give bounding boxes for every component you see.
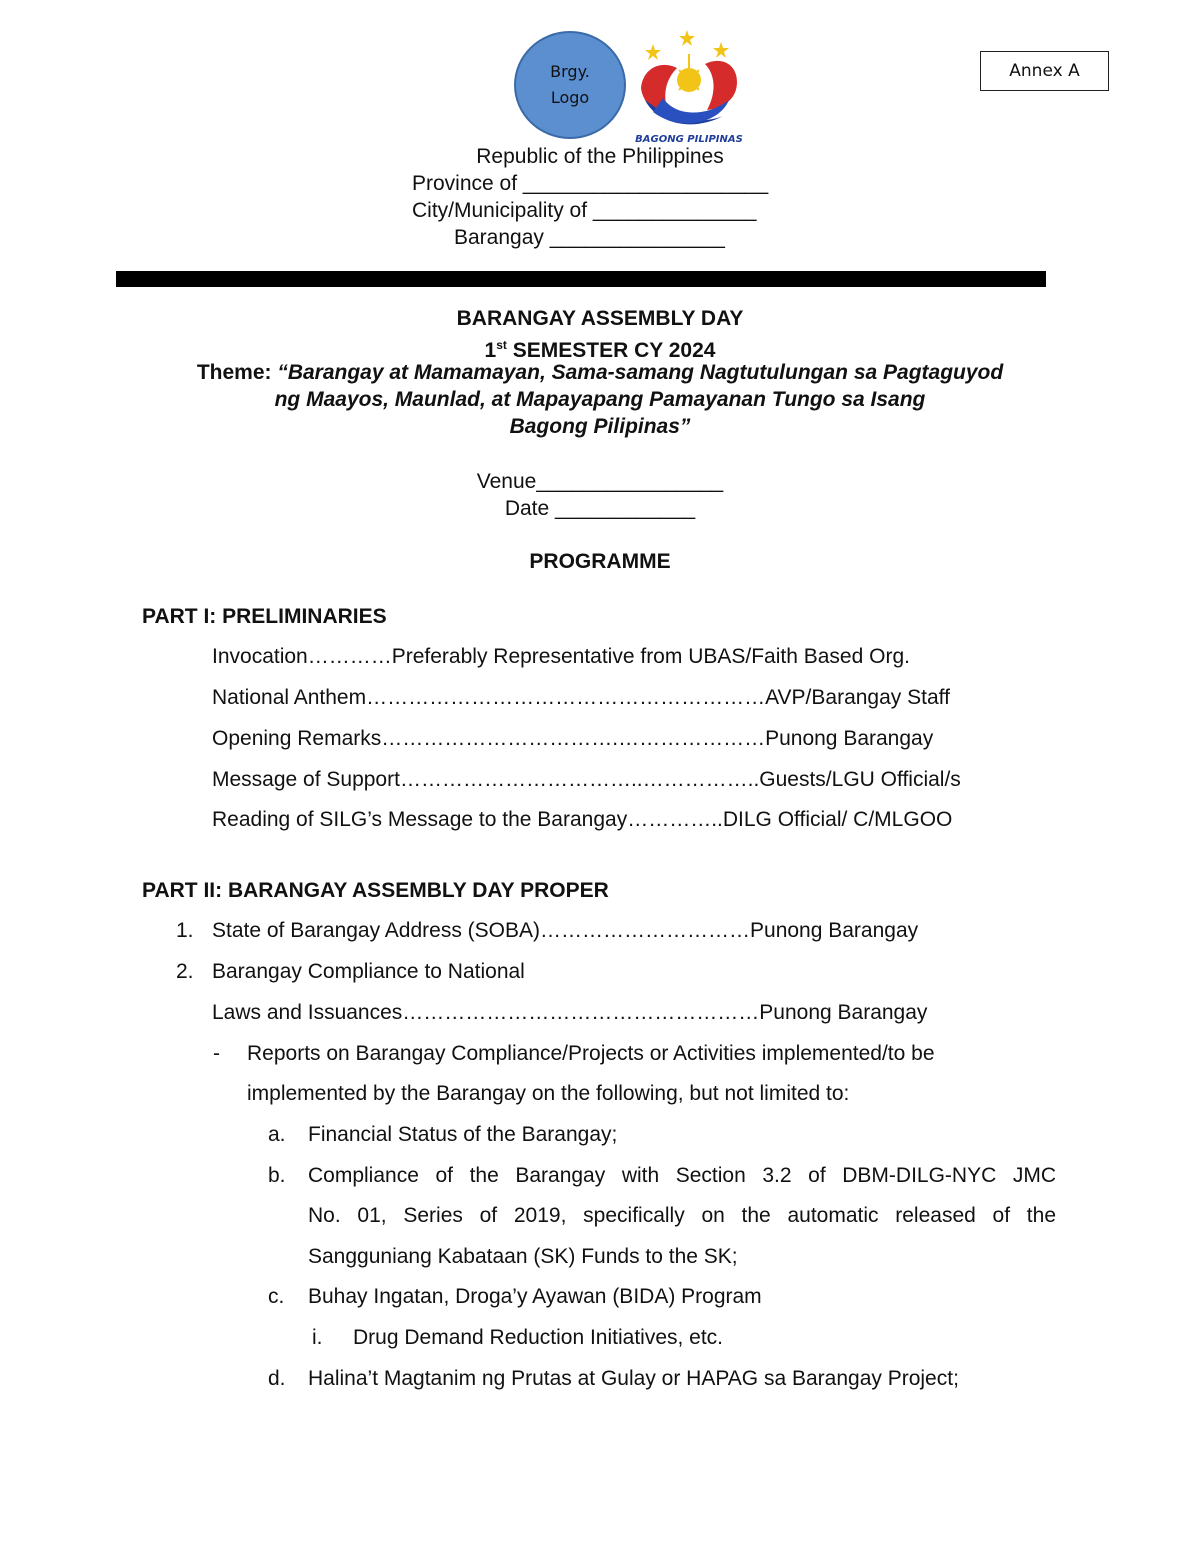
item2-line1: Barangay Compliance to National bbox=[212, 960, 525, 983]
part2-heading: PART II: BARANGAY ASSEMBLY DAY PROPER bbox=[142, 879, 609, 902]
date-line: Date ____________ bbox=[504, 497, 696, 520]
semester-rest: SEMESTER CY 2024 bbox=[506, 339, 716, 362]
item1-number: 1. bbox=[176, 919, 194, 942]
semester-num: 1 bbox=[484, 339, 497, 362]
reports-dash: - bbox=[213, 1042, 220, 1065]
reports-line2: implemented by the Barangay on the following, but not limited to: bbox=[247, 1082, 850, 1105]
list-b-line1: Compliance of the Barangay with Section 3.2 of DBM-DILG-NYC JMC bbox=[308, 1164, 1056, 1187]
list-c-text: Buhay Ingatan, Droga’y Ayawan (BIDA) Program bbox=[308, 1285, 762, 1308]
list-c-i-label: i. bbox=[312, 1326, 323, 1349]
list-a-text: Financial Status of the Barangay; bbox=[308, 1123, 618, 1146]
list-b-line3: Sangguniang Kabataan (SK) Funds to the SK; bbox=[308, 1245, 738, 1268]
barangay-logo bbox=[514, 31, 626, 139]
list-a-label: a. bbox=[268, 1123, 286, 1146]
list-c-label: c. bbox=[268, 1285, 285, 1308]
venue-line: Venue________________ bbox=[476, 470, 724, 493]
list-c-i-text: Drug Demand Reduction Initiatives, etc. bbox=[353, 1326, 724, 1349]
item2-line2: Laws and Issuances……………………………………………Punong Barangay bbox=[212, 1001, 928, 1024]
bp-logo-text: BAGONG PILIPINAS bbox=[635, 134, 743, 145]
barangay-line: Barangay _______________ bbox=[454, 226, 725, 249]
semester-sup: st bbox=[496, 338, 507, 352]
list-d-label: d. bbox=[268, 1367, 286, 1390]
theme-line-3: Bagong Pilipinas” bbox=[509, 415, 691, 438]
programme-heading: PROGRAMME bbox=[529, 550, 671, 573]
item2-number: 2. bbox=[176, 960, 194, 983]
header-divider bbox=[116, 271, 1046, 287]
part1-item-opening-remarks: Opening Remarks…………………………….…………………Punong Barangay bbox=[212, 727, 934, 750]
theme-text-1: “Barangay at Mamamayan, Sama-samang Nagtutulungan sa Pagtaguyod bbox=[277, 361, 1004, 384]
theme-label: Theme: bbox=[196, 361, 278, 384]
bagong-pilipinas-logo bbox=[633, 28, 745, 148]
brgy-logo-line1: Brgy. bbox=[550, 62, 590, 81]
theme-line-1 bbox=[100, 359, 1100, 386]
reports-line1: Reports on Barangay Compliance/Projects or Activities implemented/to be bbox=[247, 1042, 935, 1065]
item1-soba: State of Barangay Address (SOBA)…………………………Punong Barangay bbox=[212, 919, 919, 942]
province-line: Province of _____________________ bbox=[412, 172, 769, 195]
city-line: City/Municipality of ______________ bbox=[412, 199, 757, 222]
annex-label: Annex A bbox=[980, 51, 1109, 91]
part1-item-invocation: Invocation…………Preferably Representative from UBAS/Faith Based Org. bbox=[212, 645, 910, 668]
brgy-logo-line2: Logo bbox=[550, 88, 590, 107]
part1-item-anthem: National Anthem…………………………………………………AVP/Barangay Staff bbox=[212, 686, 950, 709]
list-b-line2: No. 01, Series of 2019, specifically on the automatic released of the bbox=[308, 1204, 1056, 1227]
list-d-text: Halina’t Magtanim ng Prutas at Gulay or HAPAG sa Barangay Project; bbox=[308, 1367, 959, 1390]
republic-line: Republic of the Philippines bbox=[476, 145, 724, 168]
part1-item-message-support: Message of Support……………………………..……………..Guests/LGU Official/s bbox=[212, 768, 961, 791]
part1-heading: PART I: PRELIMINARIES bbox=[142, 605, 387, 628]
list-b-label: b. bbox=[268, 1164, 286, 1187]
event-title: BARANGAY ASSEMBLY DAY bbox=[456, 307, 744, 330]
theme-line-2: ng Maayos, Maunlad, at Mapayapang Pamayanan Tungo sa Isang bbox=[274, 388, 926, 411]
part1-item-silg-message: Reading of SILG’s Message to the Barangay…………..DILG Official/ C/MLGOO bbox=[212, 808, 953, 831]
